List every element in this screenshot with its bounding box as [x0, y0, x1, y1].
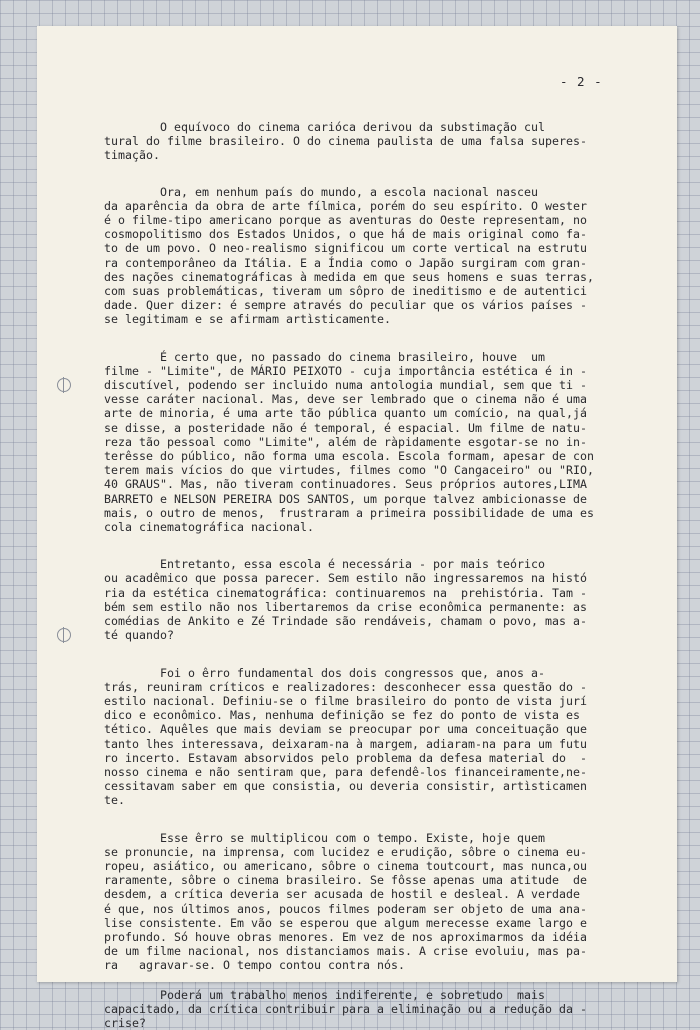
- text-line: té quando?: [104, 628, 175, 643]
- text-line: te.: [104, 793, 126, 808]
- text-line: é o filme-tipo americano porque as aventuras do Oeste representam, no: [104, 213, 588, 228]
- paragraph: [104, 120, 644, 163]
- text-line: ria da estética cinematográfica: continuaremos na prehistória. Tam -: [104, 585, 588, 600]
- text-line: cessitavam saber em que consistia, ou deveria consistir, artìsticamen: [104, 779, 588, 794]
- text-line: dico e econômico. Mas, nenhuma definição se fez do ponto de vista es: [104, 708, 581, 723]
- text-line: trás, reuniram críticos e realizadores: desconhecer essa questão do -: [104, 679, 588, 694]
- text-line: vesse caráter nacional. Mas, deve ser lembrado que o cinema não é uma: [104, 392, 588, 407]
- text-line: BARRETO e NELSON PEREIRA DOS SANTOS, um porque talvez ambicionasse de: [104, 491, 588, 506]
- text-line: lise consistente. Em vão se esperou que algum merecesse exame largo e: [104, 915, 588, 930]
- punch-hole: [57, 378, 71, 392]
- text-line: timação.: [104, 148, 161, 163]
- paragraph: [104, 666, 644, 808]
- text-line: Foi o êrro fundamental dos dois congressos que, anos a-: [104, 665, 546, 680]
- text-line: ra contemporâneo da Itália. E a Índia como o Japão surgiram com gran-: [104, 255, 588, 270]
- text-line: estilo nacional. Definiu-se o filme brasileiro do ponto de vista jurí: [104, 693, 588, 708]
- text-line: discutível, podendo ser incluido numa antologia mundial, sem que ti -: [104, 378, 588, 393]
- text-line: Entretanto, essa escola é necessária - por mais teórico: [104, 557, 546, 572]
- paragraph: [104, 185, 644, 327]
- text-line: mais, o outro de menos, frustraram a primeira possibilidade de uma es: [104, 505, 595, 520]
- text-line: crise?: [104, 1015, 147, 1030]
- text-line: Poderá um trabalho menos indiferente, e sobretudo mais: [104, 987, 546, 1002]
- text-line: filme - "Limite", de MÁRIO PEIXOTO - cuja importância estética é in -: [104, 363, 588, 378]
- text-line: des nações cinematográficas à medida em que seus homens e suas terras,: [104, 269, 595, 284]
- text-line: dade. Quer dizer: é sempre através do peculiar que os vários países -: [104, 298, 588, 313]
- text-line: de um filme nacional, nos distanciamos mais. A crise evoluiu, mas pa-: [104, 944, 588, 959]
- text-line: É certo que, no passado do cinema brasileiro, houve um: [104, 349, 546, 364]
- paragraph: [104, 988, 644, 1030]
- paragraph: [104, 831, 644, 973]
- text-line: com suas problemáticas, tiveram um sôpro de ineditismo e de autentici: [104, 284, 588, 299]
- text-line: reza tão pessoal como "Limite", além de ràpidamente esgotar-se no in-: [104, 434, 588, 449]
- text-line: da aparência da obra de arte fílmica, porém do seu espírito. O wester: [104, 198, 588, 213]
- text-line: ou acadêmico que possa parecer. Sem estilo não ingressaremos na histó: [104, 571, 588, 586]
- text-line: terem mais vícios do que virtudes, filmes como "O Cangaceiro" ou "RIO,: [104, 463, 595, 478]
- text-line: ra agravar-se. O tempo contou contra nós.: [104, 958, 406, 973]
- text-line: se pronuncie, na imprensa, com lucidez e erudição, sôbre o cinema eu-: [104, 844, 588, 859]
- text-line: desdem, a crítica deveria ser acusada de hostil e desleal. A verdade: [104, 887, 581, 902]
- punch-hole: [57, 628, 71, 642]
- text-line: Esse êrro se multiplicou com o tempo. Existe, hoje quem: [104, 830, 546, 845]
- text-line: tural do filme brasileiro. O do cinema paulista de uma falsa superes-: [104, 134, 588, 149]
- text-line: ropeu, asiático, ou americano, sôbre o cinema toutcourt, mas nunca,ou: [104, 858, 588, 873]
- text-line: se disse, a posteridade não é temporal, é espacial. Um filme de natu-: [104, 420, 588, 435]
- text-line: se legitimam e se afirmam artìsticamente.: [104, 312, 392, 327]
- page-number: - 2 -: [560, 74, 603, 89]
- text-line: tético. Aquêles que mais deviam se preocupar por uma conceituação que: [104, 722, 588, 737]
- document-body: [104, 120, 644, 1030]
- text-line: tanto lhes interessava, deixaram-na à margem, adiaram-na para um futu: [104, 736, 588, 751]
- text-line: arte de minoria, é uma arte tão pública quanto um comício, na qual,já: [104, 406, 588, 421]
- paragraph: [104, 557, 644, 642]
- text-line: bém sem estilo não nos libertaremos da crise econômica permanente: as: [104, 599, 588, 614]
- text-line: nosso cinema e não sentiram que, para defendê-los financeiramente,ne-: [104, 764, 588, 779]
- text-line: capacitado, da crítica contribuir para a eliminação ou a redução da -: [104, 1001, 588, 1016]
- text-line: ro incerto. Estavam absorvidos pelo problema da defesa material do -: [104, 750, 588, 765]
- text-line: 40 GRAUS". Mas, não tiveram continuadores. Seus próprios autores,LIMA: [104, 477, 588, 492]
- text-line: O equívoco do cinema carióca derivou da substimação cul: [104, 120, 546, 134]
- text-line: Ora, em nenhum país do mundo, a escola nacional nasceu: [104, 184, 539, 199]
- paragraph: [104, 350, 644, 535]
- text-line: profundo. Só houve obras menores. Em vez de nos aproximarmos da idéia: [104, 929, 588, 944]
- text-line: raramente, sôbre o cinema brasileiro. Se fôsse apenas uma atitude de: [104, 873, 588, 888]
- text-line: cosmopolitismo dos Estados Unidos, o que há de mais original como fa-: [104, 227, 588, 242]
- text-line: cola cinematográfica nacional.: [104, 520, 315, 535]
- text-line: é que, nos últimos anos, poucos filmes poderam ser objeto de uma ana-: [104, 901, 588, 916]
- text-line: comédias de Ankito e Zé Trindade são rendáveis, chamam o povo, mas a-: [104, 614, 588, 629]
- text-line: terêsse do público, não forma uma escola. Escola formam, apesar de con: [104, 449, 595, 464]
- text-line: to de um povo. O neo-realismo significou um corte vertical na estrutu: [104, 241, 588, 256]
